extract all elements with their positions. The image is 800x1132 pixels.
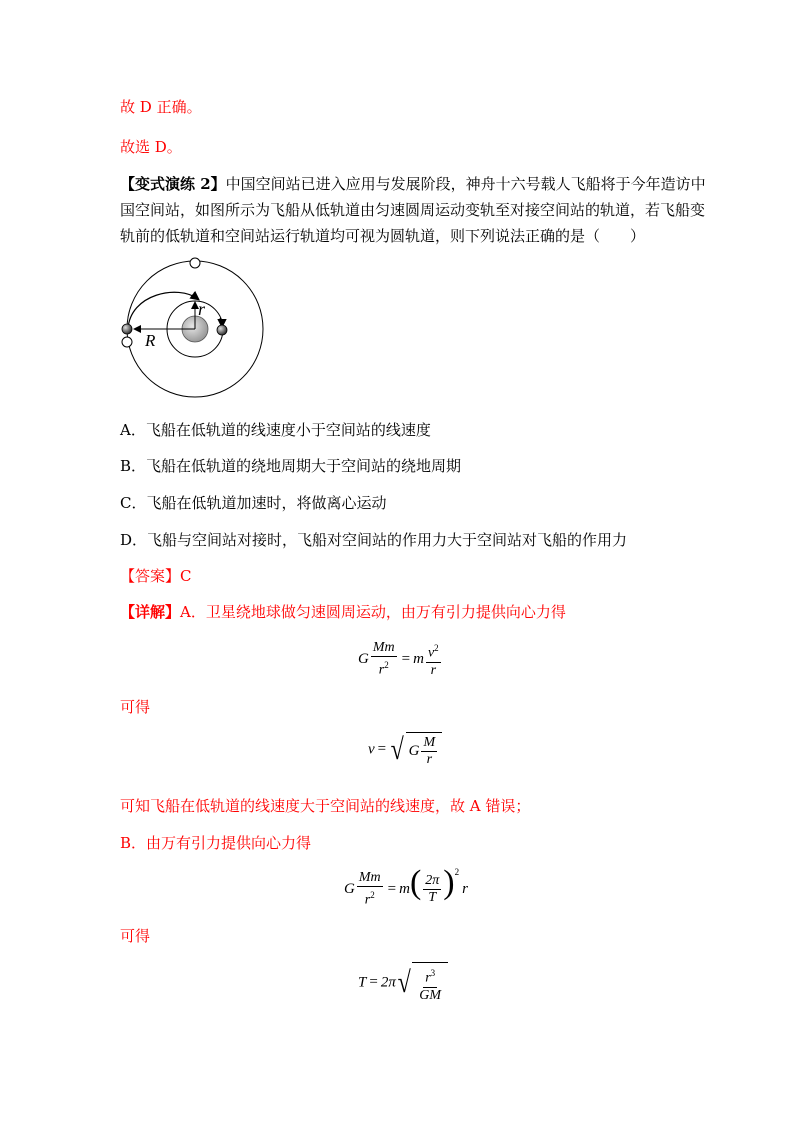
question-text-1: 中国空间站已进入应用与发展阶段，神舟十六号载人飞船将于今年造访中 <box>225 175 706 193</box>
question-tag: 【变式演练 2】 <box>120 175 226 193</box>
kede-2: 可得 <box>120 927 151 945</box>
kede-1: 可得 <box>120 698 151 716</box>
label-R: R <box>145 331 156 350</box>
equation-gravity-period: G $\frac{Mm}{r^2}$ = m( $\frac{2\pi}{T}$ )$^2$r <box>344 864 468 908</box>
orbit-diagram <box>118 254 268 399</box>
question-line-3: 轨前的低轨道和空间站运行轨道均可视为圆轨道，则下列说法正确的是（ ） <box>120 227 646 245</box>
spacecraft-left <box>122 324 132 334</box>
option-a: A．飞船在低轨道的线速度小于空间站的线速度 <box>120 421 431 439</box>
detail-label: 【详解】 <box>120 603 181 621</box>
space-station-marker-left <box>122 337 132 347</box>
detail-text-a: A．卫星绕地球做匀速圆周运动，由万有引力提供向心力得 <box>180 603 566 621</box>
detail-line-b: B．由万有引力提供向心力得 <box>120 834 312 852</box>
answer-label: 【答案】 <box>120 567 181 585</box>
question-line-1 <box>120 174 706 194</box>
spacecraft-right <box>217 325 227 335</box>
answer-line <box>120 566 192 586</box>
option-c: C．飞船在低轨道加速时，将做离心运动 <box>120 494 387 512</box>
conclusion-a: 可知飞船在低轨道的线速度大于空间站的线速度，故 A 错误； <box>120 797 531 815</box>
solution-line-2: 故选 D。 <box>120 138 182 156</box>
option-d: D．飞船与空间站对接时，飞船对空间站的作用力大于空间站对飞船的作用力 <box>120 531 628 549</box>
answer-value: C <box>180 567 192 585</box>
label-r: r <box>198 299 206 319</box>
detail-line-1 <box>120 602 566 622</box>
space-station-marker-top <box>190 258 200 268</box>
equation-period: T = 2π √ $\frac{r^3}{GM}$ <box>358 962 448 1004</box>
equation-gravity-velocity: G $\frac{Mm}{r^2}$ = m $\frac{v^2}{r}$ <box>358 640 439 678</box>
solution-line-1: 故 D 正确。 <box>120 98 202 116</box>
option-b: B．飞船在低轨道的绕地周期大于空间站的绕地周期 <box>120 457 462 475</box>
question-line-2: 国空间站，如图所示为飞船从低轨道由匀速圆周运动变轨至对接空间站的轨道，若飞船变 <box>120 201 706 219</box>
equation-velocity: v = √ G $\frac{M}{r}$ <box>368 732 442 768</box>
